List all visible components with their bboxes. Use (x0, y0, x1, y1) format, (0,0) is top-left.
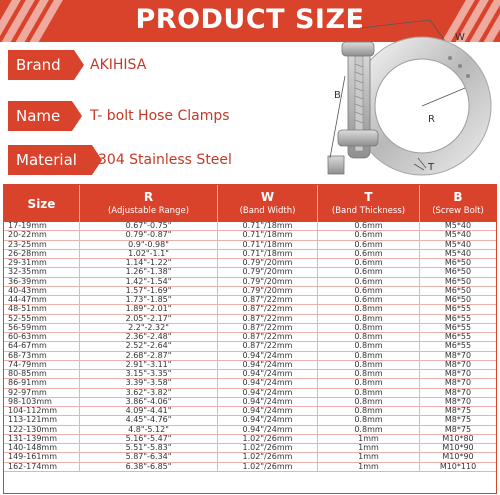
cell-screw-bolt: M8*70 (444, 360, 472, 369)
cell-band-width: 0.71"/18mm (218, 241, 318, 249)
table-row (4, 278, 496, 287)
cell-band-width: 0.94"/24mm (218, 398, 318, 406)
cell-size: 52-55mm (4, 315, 80, 323)
cell-size: 80-85mm (4, 370, 80, 378)
b-label: B (334, 90, 341, 101)
brand-label: Brand (8, 50, 74, 80)
cell-band-thickness: 0.8mm (318, 342, 420, 350)
cell-size: 56-59mm (4, 324, 80, 332)
cell-band-thickness: 1mm (318, 444, 420, 452)
cell-screw-bolt: M5*40 (444, 231, 472, 240)
table-row (4, 241, 496, 250)
cell-band-width: 0.79"/20mm (218, 259, 318, 267)
cell-band-thickness: 0.6mm (318, 278, 420, 286)
size-table (3, 184, 497, 494)
cell-band-width: 0.94"/24mm (218, 370, 318, 378)
cell-screw-bolt: M6*55 (444, 305, 472, 314)
cell-screw-bolt: M8*75 (444, 416, 472, 425)
header-r: R (Adjustable Range) (80, 185, 218, 222)
cell-range: 1.57"-1.69" (80, 287, 218, 295)
cell-range: 0.79"-0.87" (80, 231, 218, 239)
material-label: Material (8, 145, 92, 175)
cell-range: 5.16"-5.47" (80, 435, 218, 443)
cell-band-thickness: 0.8mm (318, 426, 420, 434)
cell-band-thickness: 0.6mm (318, 241, 420, 249)
cell-band-width: 0.87"/22mm (218, 315, 318, 323)
cell-band-thickness: 0.6mm (318, 259, 420, 267)
header-b: B (Screw Bolt) (432, 189, 484, 216)
cell-band-width: 0.94"/24mm (218, 379, 318, 387)
cell-band-width: 0.79"/20mm (218, 278, 318, 286)
cell-size: 20-22mm (4, 231, 80, 239)
table-row (4, 444, 496, 453)
cell-screw-bolt: M6*55 (444, 314, 472, 323)
cell-screw-bolt: M6*55 (444, 342, 472, 351)
table-row (4, 296, 496, 305)
cell-range: 3.39"-3.58" (80, 379, 218, 387)
cell-range: 3.86"-4.06" (80, 398, 218, 406)
cell-size: 74-79mm (4, 361, 80, 369)
header-t: T (Band Thickness) (318, 185, 420, 222)
cell-screw-bolt: M6*50 (444, 277, 472, 286)
cell-band-thickness: 0.8mm (318, 324, 420, 332)
cell-band-width: 0.94"/24mm (218, 352, 318, 360)
w-label: W (455, 32, 465, 43)
cell-screw-bolt: M10*90 (442, 453, 474, 462)
material-value: 304 Stainless Steel (98, 152, 232, 168)
cell-screw-bolt: M8*70 (444, 370, 472, 378)
info-row-brand (8, 50, 263, 80)
table-row (4, 222, 496, 231)
cell-size: 26-28mm (4, 250, 80, 258)
cell-size: 113-121mm (4, 416, 80, 424)
cell-band-width: 1.02"/26mm (218, 453, 318, 461)
table-row (4, 416, 496, 425)
cell-size: 23-25mm (4, 241, 80, 249)
cell-size: 36-39mm (4, 278, 80, 286)
cell-band-width: 0.79"/20mm (218, 287, 318, 295)
hose-clamp-diagram (300, 18, 500, 183)
cell-band-thickness: 0.6mm (318, 268, 420, 276)
cell-size: 140-148mm (4, 444, 80, 452)
cell-range: 2.05"-2.17" (80, 315, 218, 323)
table-row (4, 268, 496, 277)
cell-size: 104-112mm (4, 407, 80, 415)
header-w: W (Band Width) (218, 185, 318, 222)
cell-band-thickness: 1mm (318, 463, 420, 471)
table-row (4, 379, 496, 388)
table-row (4, 370, 496, 379)
cell-screw-bolt: M8*70 (444, 388, 472, 397)
table-row (4, 287, 496, 296)
info-row-name (8, 101, 263, 131)
cell-range: 4.8"-5.12" (80, 426, 218, 434)
cell-size: 68-73mm (4, 352, 80, 360)
cell-band-width: 0.94"/24mm (218, 426, 318, 434)
cell-band-width: 1.02"/26mm (218, 444, 318, 452)
cell-size: 131-139mm (4, 435, 80, 443)
cell-band-width: 0.94"/24mm (218, 361, 318, 369)
cell-range: 2.2"-2.32" (80, 324, 218, 332)
cell-screw-bolt: M6*50 (444, 259, 472, 267)
cell-size: 86-91mm (4, 379, 80, 387)
cell-size: 122-130mm (4, 426, 80, 434)
cell-band-thickness: 0.8mm (318, 389, 420, 397)
cell-band-width: 0.87"/22mm (218, 324, 318, 332)
cell-screw-bolt: M5*40 (444, 240, 472, 249)
cell-screw-bolt: M6*50 (444, 286, 472, 295)
cell-band-thickness: 1mm (318, 453, 420, 461)
cell-band-width: 0.87"/22mm (218, 342, 318, 350)
cell-range: 3.62"-3.82" (80, 389, 218, 397)
cell-band-width: 0.71"/18mm (218, 250, 318, 258)
cell-size: 32-35mm (4, 268, 80, 276)
name-value: T- bolt Hose Clamps (90, 108, 230, 124)
cell-band-width: 0.87"/22mm (218, 305, 318, 313)
cell-range: 2.52"-2.64" (80, 342, 218, 350)
cell-screw-bolt: M10*80 (442, 434, 474, 443)
cell-size: 29-31mm (4, 259, 80, 267)
cell-size: 92-97mm (4, 389, 80, 397)
cell-band-thickness: 0.8mm (318, 352, 420, 360)
r-label: R (428, 114, 435, 125)
cell-band-width: 0.94"/24mm (218, 407, 318, 415)
cell-range: 1.42"-1.54" (80, 278, 218, 286)
cell-band-thickness: 0.8mm (318, 370, 420, 378)
cell-size: 64-67mm (4, 342, 80, 350)
cell-band-thickness: 1mm (318, 435, 420, 443)
cell-band-thickness: 0.8mm (318, 379, 420, 387)
table-row (4, 333, 496, 342)
cell-band-thickness: 0.6mm (318, 250, 420, 258)
cell-range: 4.45"-4.76" (80, 416, 218, 424)
cell-screw-bolt: M8*70 (444, 379, 472, 388)
hose-clamp-illustration (300, 18, 500, 183)
cell-band-width: 0.87"/22mm (218, 333, 318, 341)
name-label: Name (8, 101, 72, 131)
cell-band-thickness: 0.8mm (318, 398, 420, 406)
cell-band-thickness: 0.6mm (318, 231, 420, 239)
table-row (4, 259, 496, 268)
cell-range: 0.67"-0.75" (80, 222, 218, 230)
cell-band-width: 0.79"/20mm (218, 268, 318, 276)
t-label: T (428, 162, 435, 173)
cell-band-thickness: 0.6mm (318, 296, 420, 304)
table-row (4, 315, 496, 324)
info-row-material (8, 145, 263, 175)
cell-screw-bolt: M8*70 (444, 351, 472, 360)
cell-range: 3.15"-3.35" (80, 370, 218, 378)
cell-screw-bolt: M5*40 (444, 222, 472, 230)
cell-screw-bolt: M6*55 (444, 333, 472, 341)
cell-range: 1.02"-1.1" (80, 250, 218, 258)
header-size: Size (4, 185, 80, 222)
table-row (4, 398, 496, 407)
cell-size: 40-43mm (4, 287, 80, 295)
cell-screw-bolt: M10*90 (442, 444, 474, 452)
table-row (4, 426, 496, 435)
table-row (4, 361, 496, 370)
cell-band-width: 1.02"/26mm (218, 435, 318, 443)
table-row (4, 250, 496, 259)
cell-range: 1.89"-2.01" (80, 305, 218, 313)
cell-band-thickness: 0.8mm (318, 416, 420, 424)
cell-band-thickness: 0.6mm (318, 287, 420, 295)
cell-range: 1.14"-1.22" (80, 259, 218, 267)
cell-size: 60-63mm (4, 333, 80, 341)
cell-band-thickness: 0.8mm (318, 361, 420, 369)
cell-band-width: 1.02"/26mm (218, 463, 318, 471)
cell-range: 4.09"-4.41" (80, 407, 218, 415)
cell-band-thickness: 0.6mm (318, 222, 420, 230)
table-row (4, 435, 496, 444)
table-row (4, 407, 496, 416)
cell-range: 1.73"-1.85" (80, 296, 218, 304)
table-body (4, 222, 496, 472)
table-row (4, 453, 496, 462)
cell-band-width: 0.94"/24mm (218, 416, 318, 424)
cell-band-width: 0.71"/18mm (218, 222, 318, 230)
cell-range: 2.91"-3.11" (80, 361, 218, 369)
cell-size: 17-19mm (4, 222, 80, 230)
cell-band-thickness: 0.8mm (318, 333, 420, 341)
table-header (4, 185, 496, 222)
cell-range: 0.9"-0.98" (80, 241, 218, 249)
cell-screw-bolt: M6*50 (444, 296, 472, 304)
cell-band-width: 0.87"/22mm (218, 296, 318, 304)
table-row (4, 342, 496, 351)
table-row (4, 463, 496, 472)
cell-band-thickness: 0.8mm (318, 305, 420, 313)
table-row (4, 389, 496, 398)
cell-range: 1.26"-1.38" (80, 268, 218, 276)
cell-screw-bolt: M8*70 (444, 397, 472, 406)
table-row (4, 324, 496, 333)
cell-screw-bolt: M6*55 (444, 323, 472, 332)
cell-range: 2.36"-2.48" (80, 333, 218, 341)
cell-range: 6.38"-6.85" (80, 463, 218, 471)
cell-size: 48-51mm (4, 305, 80, 313)
cell-range: 5.87"-6.34" (80, 453, 218, 461)
cell-screw-bolt: M5*40 (444, 249, 472, 258)
cell-size: 98-103mm (4, 398, 80, 406)
cell-size: 149-161mm (4, 453, 80, 461)
cell-screw-bolt: M6*50 (444, 268, 472, 277)
cell-range: 2.68"-2.87" (80, 352, 218, 360)
brand-value: AKIHISA (90, 57, 147, 73)
cell-band-width: 0.71"/18mm (218, 231, 318, 239)
cell-band-thickness: 0.8mm (318, 315, 420, 323)
cell-size: 162-174mm (4, 463, 80, 471)
page-title: PRODUCT SIZE (135, 4, 365, 35)
cell-band-width: 0.94"/24mm (218, 389, 318, 397)
cell-screw-bolt: M8*75 (444, 425, 472, 434)
cell-size: 44-47mm (4, 296, 80, 304)
cell-range: 5.51"-5.83" (80, 444, 218, 452)
table-row (4, 352, 496, 361)
table-row (4, 231, 496, 240)
cell-screw-bolt: M8*75 (444, 407, 472, 415)
cell-band-thickness: 0.8mm (318, 407, 420, 415)
table-row (4, 305, 496, 314)
cell-screw-bolt: M10*110 (439, 462, 477, 471)
